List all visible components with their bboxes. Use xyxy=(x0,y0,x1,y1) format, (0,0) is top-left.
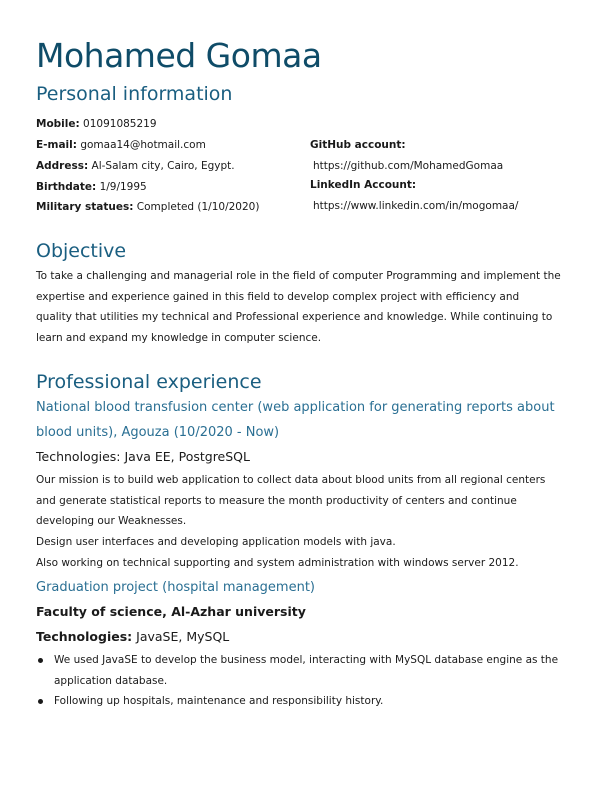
personal-info-heading: Personal information xyxy=(36,83,233,105)
linkedin-link[interactable]: https://www.linkedin.com/in/mogomaa/ xyxy=(313,200,519,212)
mobile-label: Mobile: xyxy=(36,118,80,130)
job1-line: Also working on technical supporting and system administration with windows server 2012. xyxy=(36,556,519,569)
job1-title-line2: blood units), Agouza (10/2020 - Now) xyxy=(36,425,280,440)
objective-paragraph xyxy=(36,266,582,349)
address-value: Al-Salam city, Cairo, Egypt. xyxy=(91,160,235,172)
bullet-dot-icon xyxy=(38,658,43,663)
institution-separator: , xyxy=(162,604,172,619)
mobile-row xyxy=(36,118,157,130)
objective-heading: Objective xyxy=(36,240,127,262)
birthdate-value: 1/9/1995 xyxy=(99,181,147,193)
objective-line: To take a challenging and managerial role in the field of computer Programming and implement the xyxy=(36,270,561,282)
birthdate-row xyxy=(36,181,147,193)
faculty-name: Faculty of science xyxy=(36,604,163,619)
objective-line: expertise and experience gained in this field to develop complex project with efficiency and xyxy=(36,290,520,303)
job2-technologies xyxy=(36,629,229,644)
experience-heading: Professional experience xyxy=(36,371,262,393)
candidate-name: Mohamed Gomaa xyxy=(36,36,322,75)
job2-institution xyxy=(36,604,306,619)
bullet-line: Following up hospitals, maintenance and responsibility history. xyxy=(54,695,384,708)
job1-technologies: Technologies: Java EE, PostgreSQL xyxy=(36,449,250,464)
mobile-value: 01091085219 xyxy=(83,118,157,130)
bullet-line: We used JavaSE to develop the business model, interacting with MySQL database engine as the xyxy=(54,654,559,666)
email-label: E-mail: xyxy=(36,139,77,151)
job1-line: Our mission is to build web application to collect data about blood units from all regional centers xyxy=(36,474,546,486)
list-item xyxy=(36,650,582,691)
military-value: Completed (1/10/2020) xyxy=(136,201,260,213)
linkedin-label: LinkedIn Account: xyxy=(310,179,417,191)
job1-description xyxy=(36,470,582,574)
address-label: Address: xyxy=(36,160,89,172)
email-value[interactable]: gomaa14@hotmail.com xyxy=(80,139,206,151)
github-link[interactable]: https://github.com/MohamedGomaa xyxy=(313,160,504,172)
military-label: Military statues: xyxy=(36,201,134,213)
military-row xyxy=(36,201,259,213)
github-label: GitHub account: xyxy=(310,139,406,151)
objective-line: learn and expand my knowledge in computer science. xyxy=(36,332,322,345)
birthdate-label: Birthdate: xyxy=(36,181,97,193)
job2-title: Graduation project (hospital management) xyxy=(36,580,315,595)
job2-tech-label: Technologies: xyxy=(36,629,133,644)
job1-line: Design user interfaces and developing application models with java. xyxy=(36,536,396,549)
job2-tech-value: JavaSE, MySQL xyxy=(132,629,230,644)
job1-line: and generate statistical reports to measure the month productivity of centers and continue xyxy=(36,494,517,507)
job1-line: developing our Weaknesses. xyxy=(36,515,187,528)
list-item xyxy=(36,691,582,712)
bullet-dot-icon xyxy=(38,699,43,704)
objective-line: quality that utilities my technical and Professional experience and knowledge. While continuing to xyxy=(36,311,553,324)
email-row xyxy=(36,139,206,151)
job2-bullet-list xyxy=(36,650,582,712)
university-name: Al-Azhar university xyxy=(171,604,306,619)
address-row xyxy=(36,160,235,172)
bullet-line: application database. xyxy=(54,674,168,687)
job1-title-line1: National blood transfusion center (web application for generating reports about xyxy=(36,400,555,415)
